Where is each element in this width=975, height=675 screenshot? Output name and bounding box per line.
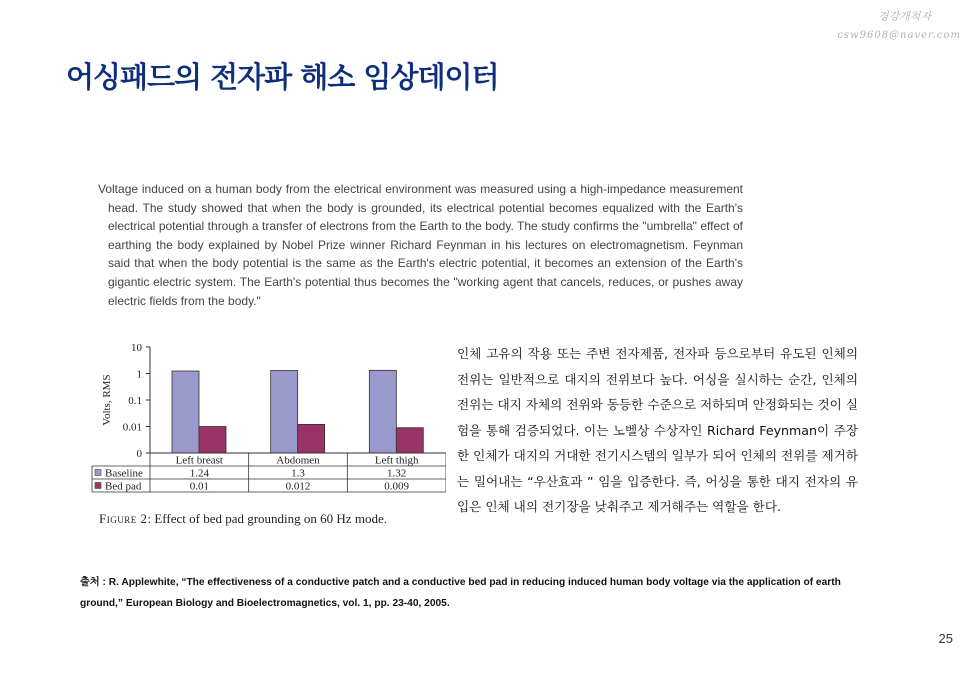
legend-swatch	[95, 483, 101, 489]
y-axis-label: Volts, RMS	[101, 374, 113, 426]
y-tick-label: 0.1	[128, 395, 142, 407]
table-value-cell: 1.3	[291, 467, 305, 480]
y-tick-label: 0.01	[122, 421, 142, 434]
figure-caption-label: Figure 2	[99, 511, 148, 526]
table-header-cell: Left thigh	[374, 454, 419, 467]
bar	[298, 424, 325, 453]
abstract-paragraph: Voltage induced on a human body from the electrical environment was measured using a high-impedance measurement head. The study showed that when the body is grounded, its electrical potential becomes equalized with the Earth's electrical potential through a transfer of electrons from the Earth to the body. The study confirms the "umbrella" effect of earthing the body explained by Nobel Prize winner Richard Feynman in his lectures on electromagnetism. Feynman said that when the body potential is the same as the Earth's electric potential, it becomes an extension of the Earth's gigantic electric system. The Earth's potential thus becomes the "working agent that cancels, reduces, or pushes away electric fields from the body."	[98, 182, 743, 308]
table-header-cell: Abdomen	[276, 454, 320, 467]
watermark-name: 경강개척자	[877, 10, 931, 23]
figure	[88, 333, 446, 533]
table-row-label: Bed pad	[105, 480, 142, 493]
bar-chart	[88, 333, 446, 508]
y-tick-label: 10	[131, 342, 142, 354]
watermark-email: csw9608@naver.com	[837, 30, 961, 41]
table-value-cell: 1.24	[189, 467, 209, 480]
source-citation: 출처 : R. Applewhite, “The effectiveness of a conductive patch and a conductive bed pad in reducing induced human body voltage via the application of earth ground,” European Biology and Bioelectromagnetics, vol. 1, pp. 23-40, 2005.	[80, 577, 841, 609]
figure-caption	[99, 511, 387, 527]
page-number: 25	[938, 631, 953, 646]
table-header-cell: Left breast	[175, 454, 224, 467]
table-value-cell: 0.009	[384, 480, 410, 493]
bar	[199, 427, 226, 454]
figure-caption-text: : Effect of bed pad grounding on 60 Hz mode.	[147, 511, 387, 526]
table-row-label: Baseline	[105, 467, 143, 480]
bar	[172, 371, 199, 453]
bar	[396, 428, 423, 453]
y-tick-label: 0	[136, 448, 142, 460]
korean-body-text: 인체 고유의 작용 또는 주변 전자제품, 전자파 등으로부터 유도된 인체의 전위는 일반적으로 대지의 전위보다 높다. 어싱을 실시하는 순간, 인체의 전위는 대지 자체의 전위와 동등한 수준으로 저하되며 안정화되는 것이 실험을 통해 검증되었다. 이는 노벨상 수상자인 Richard Feynman이 주장한 인체가 대지의 거대한 전기시스템의 일부가 되어 인체의 전위를 제거하는 밀어내는 “우산효과 ” 임을 입증한다. 즉, 어싱을 통한 대지 전자의 유입은 인체 내의 전기장을 낮춰주고 제거해주는 역할을 한다.	[457, 346, 858, 514]
bar	[369, 370, 396, 453]
watermark	[837, 8, 961, 41]
legend-swatch	[95, 470, 101, 476]
table-value-cell: 0.01	[189, 480, 209, 493]
table-value-cell: 1.32	[387, 467, 407, 480]
table-value-cell: 0.012	[285, 480, 311, 493]
page-title: 어싱패드의 전자파 해소 임상데이터	[66, 60, 499, 94]
bar	[271, 370, 298, 453]
y-tick-label: 1	[136, 368, 142, 381]
